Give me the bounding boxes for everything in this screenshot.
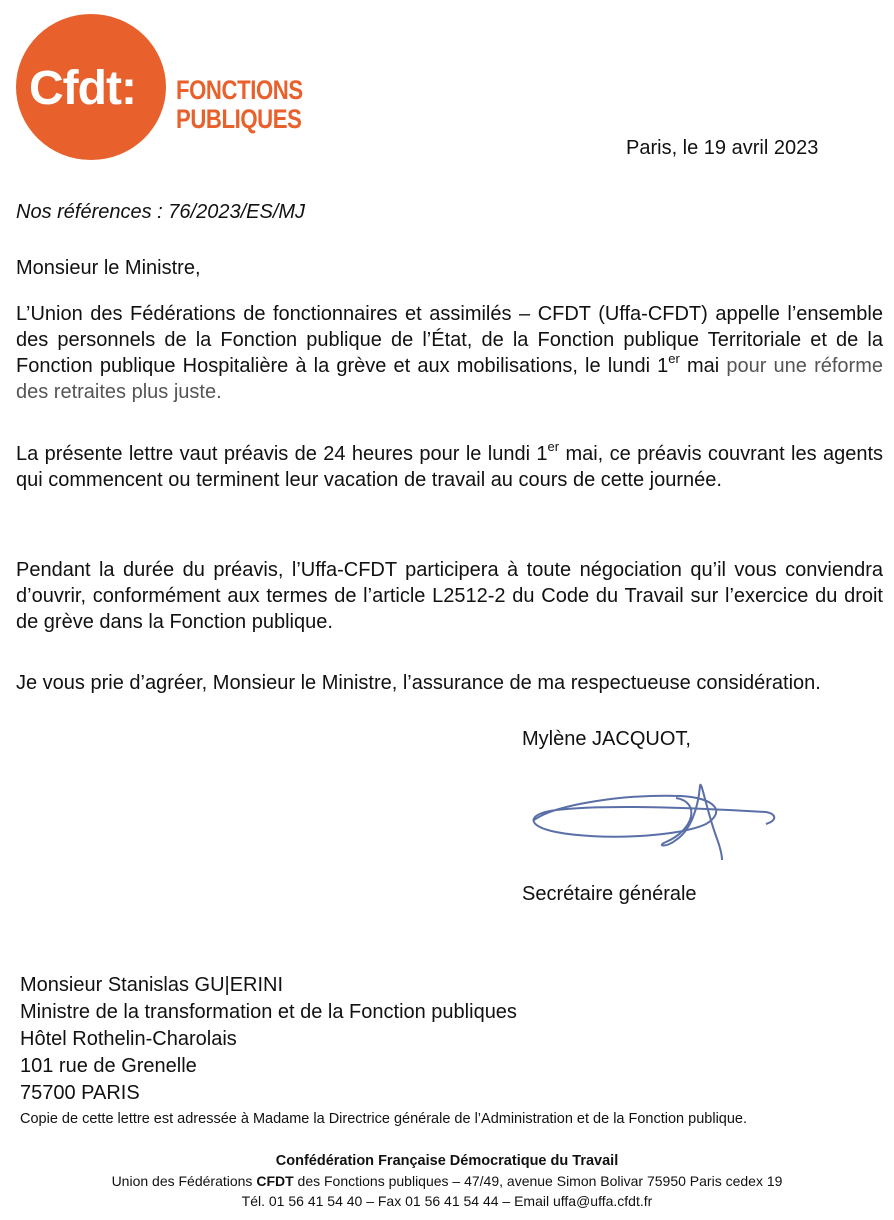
recipient-address (20, 972, 517, 1107)
paragraph-closing: Je vous prie d’agréer, Monsieur le Ministre, l’assurance de ma respectueuse considération. (16, 672, 821, 694)
paragraph-strike-call (16, 301, 883, 405)
signer-role: Secrétaire générale (522, 883, 697, 905)
footer-contact: Tél. 01 56 41 54 40 – Fax 01 56 41 54 44 – Email uffa@uffa.cfdt.fr (241, 1193, 653, 1209)
recipient-title: Ministre de la transformation et de la Fonction publiques (20, 1001, 517, 1023)
paragraph1-text-b: mai (679, 355, 720, 377)
paragraph1-grey-text: pour une réforme des retraites plus juste. (16, 355, 883, 403)
recipient-building: Hôtel Rothelin-Charolais (20, 1028, 237, 1050)
footer-org: Confédération Française Démocratique du Travail (275, 1153, 619, 1169)
footer-address-b: des Fonctions publiques – 47/49, avenue Simon Bolivar 75950 Paris cedex 19 (293, 1173, 783, 1189)
recipient-name: Monsieur Stanislas GU|ERINI (20, 974, 284, 996)
paragraph2-text: La présente lettre vaut préavis de 24 heures pour le lundi 1 (16, 443, 548, 465)
logo-mark: Cfdt: (29, 62, 136, 115)
cfdt-logo (16, 14, 166, 160)
paragraph2-sup: er (547, 439, 560, 455)
logo-text (176, 76, 303, 134)
signer-name: Mylène JACQUOT, (522, 728, 691, 750)
paragraph-notice (16, 441, 883, 493)
letter-date: Paris, le 19 avril 2023 (626, 137, 819, 159)
copy-note: Copie de cette lettre est adressée à Madame la Directrice générale de l’Administration et de la Fonction publique. (20, 1111, 748, 1127)
paragraph-negotiation: Pendant la durée du préavis, l’Uffa-CFDT participera à toute négociation qu’il vous conviendra d’ouvrir, conformément aux termes de l’article L2512-2 du Code du Travail sur l’exercice du droit de grève dans la Fonction publique. (16, 559, 883, 633)
paragraph2-text-b: mai, ce préavis couvrant les agents qui commencent ou terminent leur vacation de travail au cours de cette journée. (16, 443, 884, 491)
recipient-city: 75700 PARIS (20, 1082, 140, 1104)
recipient-street: 101 rue de Grenelle (20, 1055, 197, 1077)
footer-address-bold: CFDT (256, 1173, 294, 1189)
handwritten-signature (516, 768, 786, 868)
footer (0, 1151, 894, 1211)
footer-address-a: Union des Fédérations (111, 1173, 257, 1189)
footer-address (0, 1171, 894, 1191)
paragraph1-text: L’Union des Fédérations de fonctionnaires et assimilés – CFDT (Uffa-CFDT) appelle l’ensemble des personnels de la Fonction publique de l’État, de la Fonction publique Territoriale et de la Fonction publique Hospitalière à la grève et aux mobilisations, le lundi 1 (16, 303, 883, 377)
salutation: Monsieur le Ministre, (16, 257, 201, 279)
references: Nos références : 76/2023/ES/MJ (16, 201, 306, 223)
logo-text-line2: PUBLIQUES (176, 104, 302, 134)
logo-text-line1: FONCTIONS (176, 75, 303, 105)
paragraph1-sup: er (668, 351, 680, 367)
